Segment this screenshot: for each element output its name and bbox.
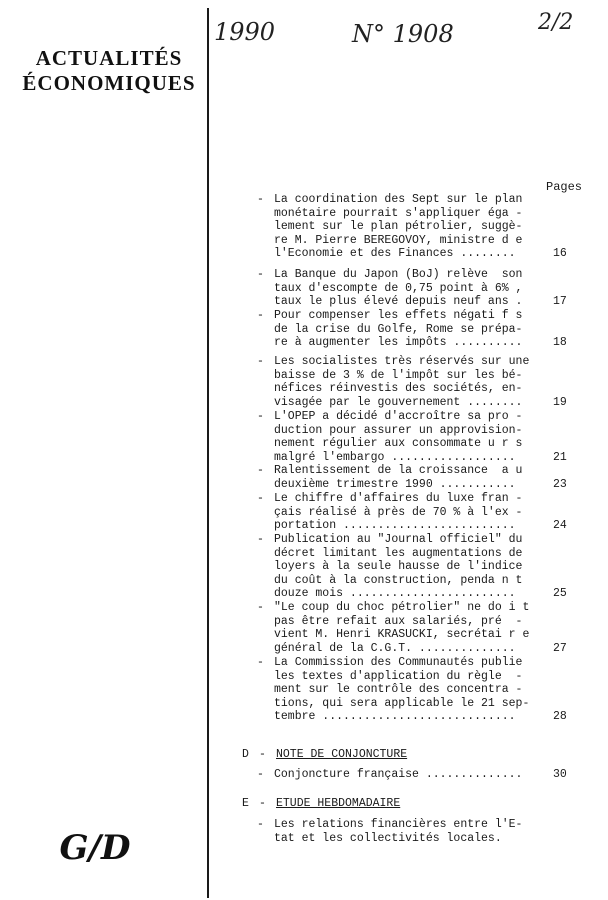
entry-line: malgré l'embargo ..................	[274, 450, 516, 464]
entry-line: tions, qui sera applicable le 21 sep-	[274, 696, 530, 710]
entry-line: tat et les collectivités locales.	[274, 831, 502, 845]
entry-line: Les relations financières entre l'E-	[274, 818, 523, 831]
entry-line: re M. Pierre BEREGOVOY, ministre d e	[274, 233, 523, 247]
entry-text	[274, 533, 534, 601]
entry-line: nement régulier aux consommate u r s	[274, 437, 523, 451]
masthead-line-1: ACTUALITÉS	[35, 46, 183, 70]
entry-line: re à augmenter les impôts ..........	[274, 336, 523, 350]
entry-line: de la crise du Golfe, Rome se prépa-	[274, 322, 523, 336]
entry-dash: -	[257, 601, 264, 614]
entry-line: monétaire pourrait s'appliquer éga -	[274, 206, 523, 220]
entry-text	[274, 410, 534, 464]
entry-text: Conjoncture française ..............	[274, 768, 523, 781]
entry-line: décret limitant les augmentations de	[274, 546, 523, 560]
handwritten-year: 1990	[214, 18, 276, 46]
entry-page-number: 19	[553, 395, 567, 409]
entry-dash: -	[257, 533, 264, 546]
entry-line: loyers à la seule hausse de l'indice	[274, 560, 523, 574]
entry-line: portation .........................	[274, 519, 516, 533]
entry-line: ment sur le contrôle des concentra -	[274, 683, 523, 697]
entry-text	[274, 193, 534, 261]
masthead-line-2: ÉCONOMIQUES	[22, 71, 196, 95]
entry-line: baisse de 3 % de l'impôt sur les bé-	[274, 368, 523, 382]
entry-line: tembre ............................	[274, 710, 516, 724]
section-letter: D	[242, 748, 249, 761]
entry-line: duction pour assurer un approvision-	[274, 423, 523, 437]
entry-text	[274, 601, 534, 655]
entry-line: La Commission des Communautés publie	[274, 656, 523, 669]
entry-text	[274, 492, 534, 533]
entry-dash: -	[257, 492, 264, 505]
entry-dash: -	[257, 355, 264, 368]
entry-line: La Banque du Japon (BoJ) relève son	[274, 268, 523, 281]
entry-line: L'OPEP a décidé d'accroître sa pro -	[274, 410, 523, 423]
entry-text	[274, 355, 534, 409]
entry-line: Le chiffre d'affaires du luxe fran -	[274, 492, 523, 505]
entry-line: pas être refait aux salariés, pré -	[274, 614, 523, 628]
entry-dash: -	[257, 268, 264, 281]
vertical-rule	[207, 8, 209, 898]
entry-text	[274, 656, 534, 724]
section-dash: -	[259, 748, 266, 761]
entry-dash: -	[257, 410, 264, 423]
entry-text	[274, 464, 534, 491]
entry-line: deuxième trimestre 1990 ...........	[274, 477, 516, 491]
pages-column-header: Pages	[546, 180, 583, 194]
entry-page-number: 28	[553, 710, 567, 724]
entry-line: lement sur le plan pétrolier, suggè-	[274, 220, 523, 234]
entry-dash: -	[257, 309, 264, 322]
section-title: ETUDE HEBDOMADAIRE	[276, 797, 401, 810]
masthead	[20, 46, 198, 96]
entry-line: du coût à la construction, penda n t	[274, 573, 523, 587]
logo-text: G/D	[59, 828, 131, 868]
handwritten-page-count: 2/2	[538, 10, 574, 35]
entry-line: les textes d'application du règle -	[274, 669, 523, 683]
entry-page-number: 30	[553, 768, 567, 781]
entry-line: La coordination des Sept sur le plan	[274, 193, 523, 206]
entry-line: çais réalisé à près de 70 % à l'ex -	[274, 505, 523, 519]
entry-page-number: 21	[553, 450, 567, 464]
entry-dash: -	[257, 656, 264, 669]
entry-dash: -	[257, 193, 264, 206]
entry-text	[274, 818, 534, 845]
entry-dash: -	[257, 464, 264, 477]
entry-page-number: 16	[553, 247, 567, 261]
entry-dash: -	[257, 818, 264, 831]
entry-line: l'Economie et des Finances ........	[274, 247, 516, 261]
entry-line: général de la C.G.T. ..............	[274, 641, 516, 655]
handwritten-issue-number: N° 1908	[352, 20, 454, 48]
entry-page-number: 25	[553, 587, 567, 601]
entry-line: visagée par le gouvernement ........	[274, 395, 523, 409]
entry-line: Les socialistes très réservés sur une	[274, 355, 530, 368]
entry-page-number: 18	[553, 336, 567, 350]
entry-line: vient M. Henri KRASUCKI, secrétai r e	[274, 628, 530, 642]
entry-line: taux d'escompte de 0,75 point à 6% ,	[274, 281, 523, 295]
entry-line: Publication au "Journal officiel" du	[274, 533, 523, 546]
entry-line: douze mois ........................	[274, 587, 516, 601]
entry-line: taux le plus élevé depuis neuf ans .	[274, 295, 523, 309]
section-title: NOTE DE CONJONCTURE	[276, 748, 408, 761]
entry-page-number: 27	[553, 641, 567, 655]
entry-text	[274, 268, 534, 309]
section-dash: -	[259, 797, 266, 810]
entry-line: "Le coup du choc pétrolier" ne do i t	[274, 601, 530, 614]
entry-dash: -	[257, 768, 264, 781]
entry-text	[274, 309, 534, 350]
entry-page-number: 23	[553, 477, 567, 491]
entry-page-number: 17	[553, 295, 567, 309]
entry-line: Ralentissement de la croissance a u	[274, 464, 523, 477]
gd-logo	[56, 826, 134, 870]
entry-page-number: 24	[553, 519, 567, 533]
entry-line: Pour compenser les effets négati f s	[274, 309, 523, 322]
entry-line: néfices réinvestis des sociétés, en-	[274, 382, 523, 396]
section-letter: E	[242, 797, 249, 810]
